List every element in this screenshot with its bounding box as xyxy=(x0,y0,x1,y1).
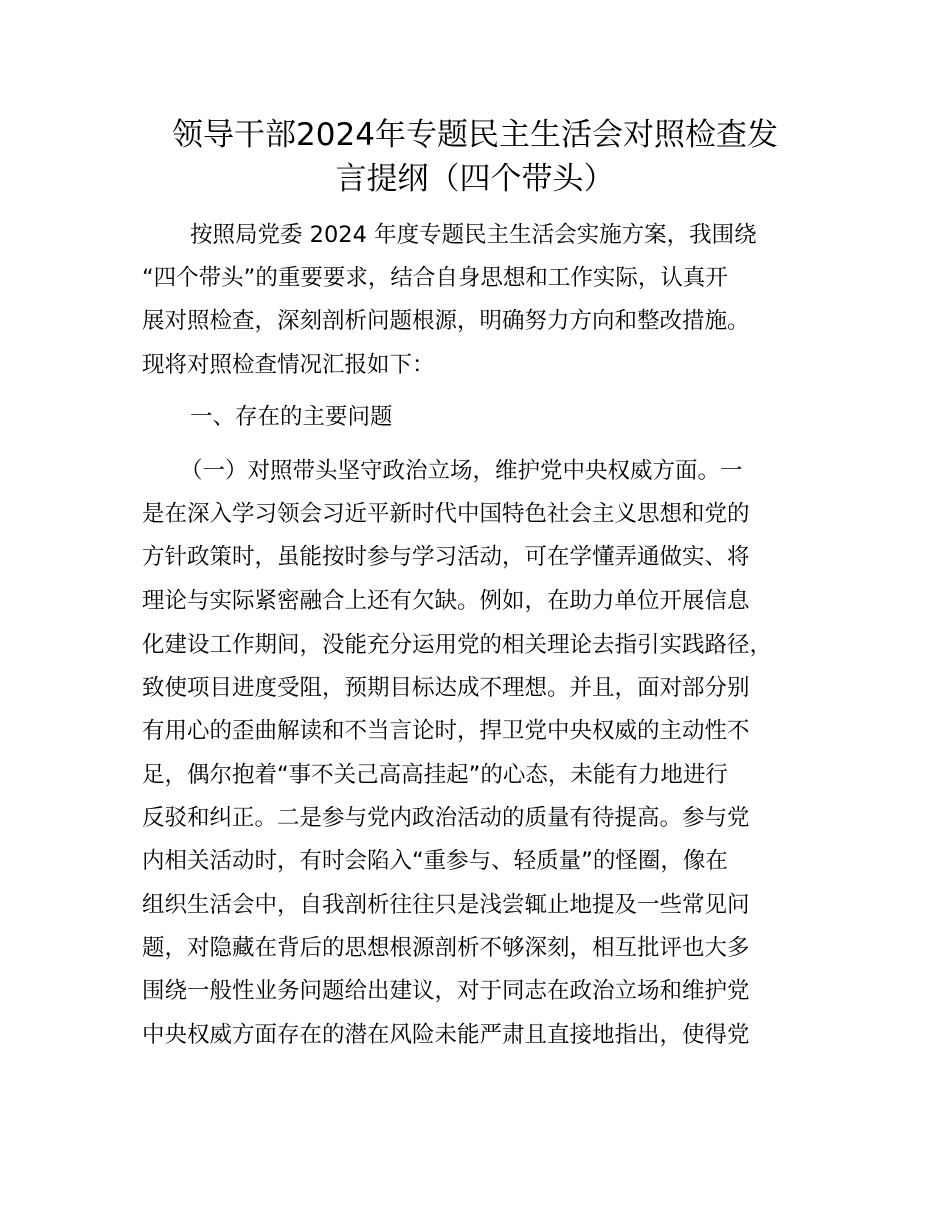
paragraph-line: 组织生活会中，自我剖析往往只是浅尝辄止地提及一些常见问 xyxy=(142,892,750,918)
paragraph-line: 有用心的歪曲解读和不当言论时，捍卫党中央权威的主动性不 xyxy=(142,718,750,744)
paragraph-line: 内相关活动时，有时会陷入“重参与、轻质量”的怪圈，像在 xyxy=(142,848,728,874)
document-title-line-1: 领导干部2024年专题民主生活会对照检查发 xyxy=(172,117,778,153)
paragraph-line: 现将对照检查情况汇报如下： xyxy=(142,352,435,378)
paragraph-line: 中央权威方面存在的潜在风险未能严肃且直接地指出，使得党 xyxy=(142,1022,750,1048)
paragraph-line: 方针政策时，虽能按时参与学习活动，可在学懂弄通做实、将 xyxy=(142,544,750,570)
paragraph-line: 致使项目进度受阻，预期目标达成不理想。并且，面对部分别 xyxy=(142,675,750,701)
paragraph-line: （一）对照带头坚守政治立场，维护党中央权威方面。一 xyxy=(180,458,743,484)
paragraph-line: 理论与实际紧密融合上还有欠缺。例如，在助力单位开展信息 xyxy=(142,588,750,614)
paragraph-line: 展对照检查，深刻剖析问题根源，明确努力方向和整改措施。 xyxy=(142,308,750,334)
paragraph-line: “四个带头”的重要要求，结合自身思想和工作实际，认真开 xyxy=(142,265,728,291)
paragraph-line: 按照局党委 2024 年度专题民主生活会实施方案，我围绕 xyxy=(190,222,757,248)
section-heading: 一、存在的主要问题 xyxy=(190,404,393,430)
paragraph-line: 足，偶尔抱着“事不关己高高挂起”的心态，未能有力地进行 xyxy=(142,762,728,788)
paragraph-line: 化建设工作期间，没能充分运用党的相关理论去指引实践路径， xyxy=(142,632,773,658)
paragraph-line: 围绕一般性业务问题给出建议，对于同志在政治立场和维护党 xyxy=(142,978,750,1004)
paragraph-line: 反驳和纠正。二是参与党内政治活动的质量有待提高。参与党 xyxy=(142,805,750,831)
paragraph-line: 是在深入学习领会习近平新时代中国特色社会主义思想和党的 xyxy=(142,501,750,527)
paragraph-line: 题，对隐藏在背后的思想根源剖析不够深刻，相互批评也大多 xyxy=(142,935,750,961)
document-title-line-2: 言提纲（四个带头） xyxy=(335,161,615,197)
